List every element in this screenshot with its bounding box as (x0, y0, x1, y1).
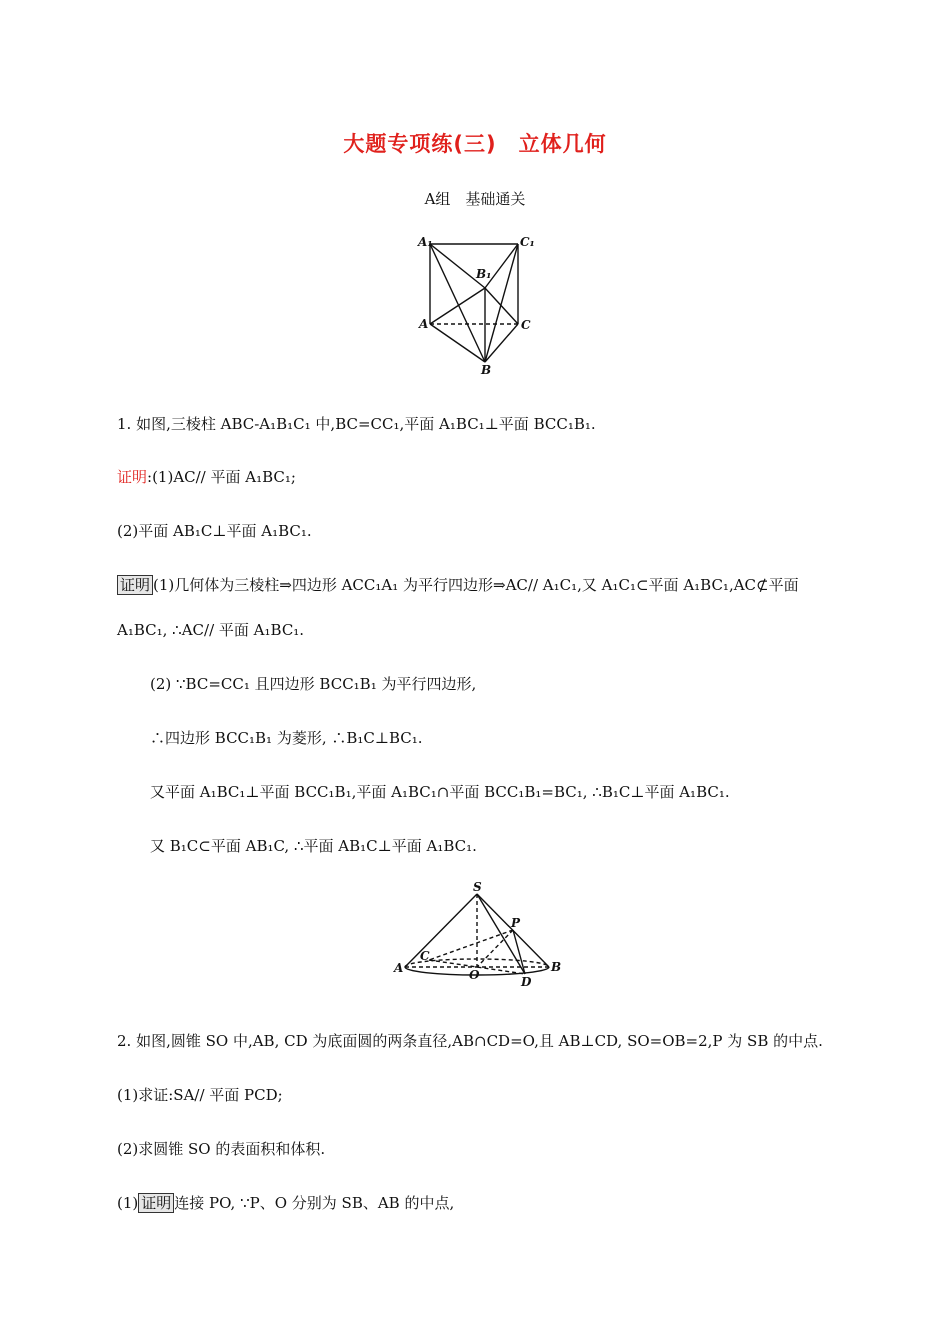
prism-figure (410, 232, 540, 377)
q1-part1 (117, 467, 296, 487)
q2-sol-prefix: (1) (117, 1194, 139, 1212)
section-subtitle: A组 基础通关 (424, 190, 526, 208)
q2-part2: (2)求圆锥 SO 的表面积和体积. (117, 1140, 326, 1158)
cone-figure (393, 882, 563, 987)
q1-sol2b: ∴四边形 BCC₁B₁ 为菱形, ∴B₁C⊥BC₁. (150, 729, 423, 747)
label-C: C (521, 318, 531, 332)
label-B: B (551, 960, 562, 974)
q1-sol2d: 又 B₁C⊂平面 AB₁C, ∴平面 AB₁C⊥平面 A₁BC₁. (150, 837, 477, 855)
label-S: S (473, 882, 482, 894)
label-C1: C₁ (520, 235, 535, 249)
q2-proof-box: 证明 (138, 1193, 174, 1213)
q1-proof-box: 证明 (117, 575, 153, 595)
label-A1: A₁ (418, 235, 433, 249)
q1-prove-label: 证明 (117, 468, 148, 486)
q1-sol2c: 又平面 A₁BC₁⊥平面 BCC₁B₁,平面 A₁BC₁∩平面 BCC₁B₁=BC₁, ∴B₁C⊥平面 A₁BC₁. (150, 783, 730, 801)
q2-sol1 (117, 1193, 454, 1213)
label-A: A (419, 317, 429, 331)
q1-sol1a (117, 575, 799, 595)
q1-stem: 1. 如图,三棱柱 ABC-A₁B₁C₁ 中,BC=CC₁,平面 A₁BC₁⊥平面 BCC₁B₁. (117, 415, 596, 433)
q2-sol-text: 连接 PO, ∵P、O 分别为 SB、AB 的中点, (174, 1194, 455, 1212)
label-A: A (394, 961, 404, 975)
label-C: C (420, 949, 430, 963)
q2-part1: (1)求证:SA// 平面 PCD; (117, 1086, 283, 1104)
label-P: P (511, 916, 521, 930)
q2-stem: 2. 如图,圆锥 SO 中,AB, CD 为底面圆的两条直径,AB∩CD=O,且 AB⊥CD, SO=OB=2,P 为 SB 的中点. (117, 1032, 823, 1050)
label-B1: B₁ (476, 267, 492, 281)
q1-sol2a: (2) ∵BC=CC₁ 且四边形 BCC₁B₁ 为平行四边形, (150, 675, 477, 693)
label-D: D (521, 975, 532, 987)
q1-sol1a-text: (1)几何体为三棱柱⇒四边形 ACC₁A₁ 为平行四边形⇒AC// A₁C₁,又 A₁C₁⊂平面 A₁BC₁,AC⊄平面 (153, 576, 799, 594)
q1-part2: (2)平面 AB₁C⊥平面 A₁BC₁. (117, 522, 312, 540)
q1-part1-text: :(1)AC// 平面 A₁BC₁; (147, 468, 296, 486)
page-title: 大题专项练(三) 立体几何 (343, 132, 607, 156)
label-B: B (481, 363, 492, 377)
q1-sol1b: A₁BC₁, ∴AC// 平面 A₁BC₁. (117, 621, 305, 639)
label-O: O (469, 968, 480, 982)
